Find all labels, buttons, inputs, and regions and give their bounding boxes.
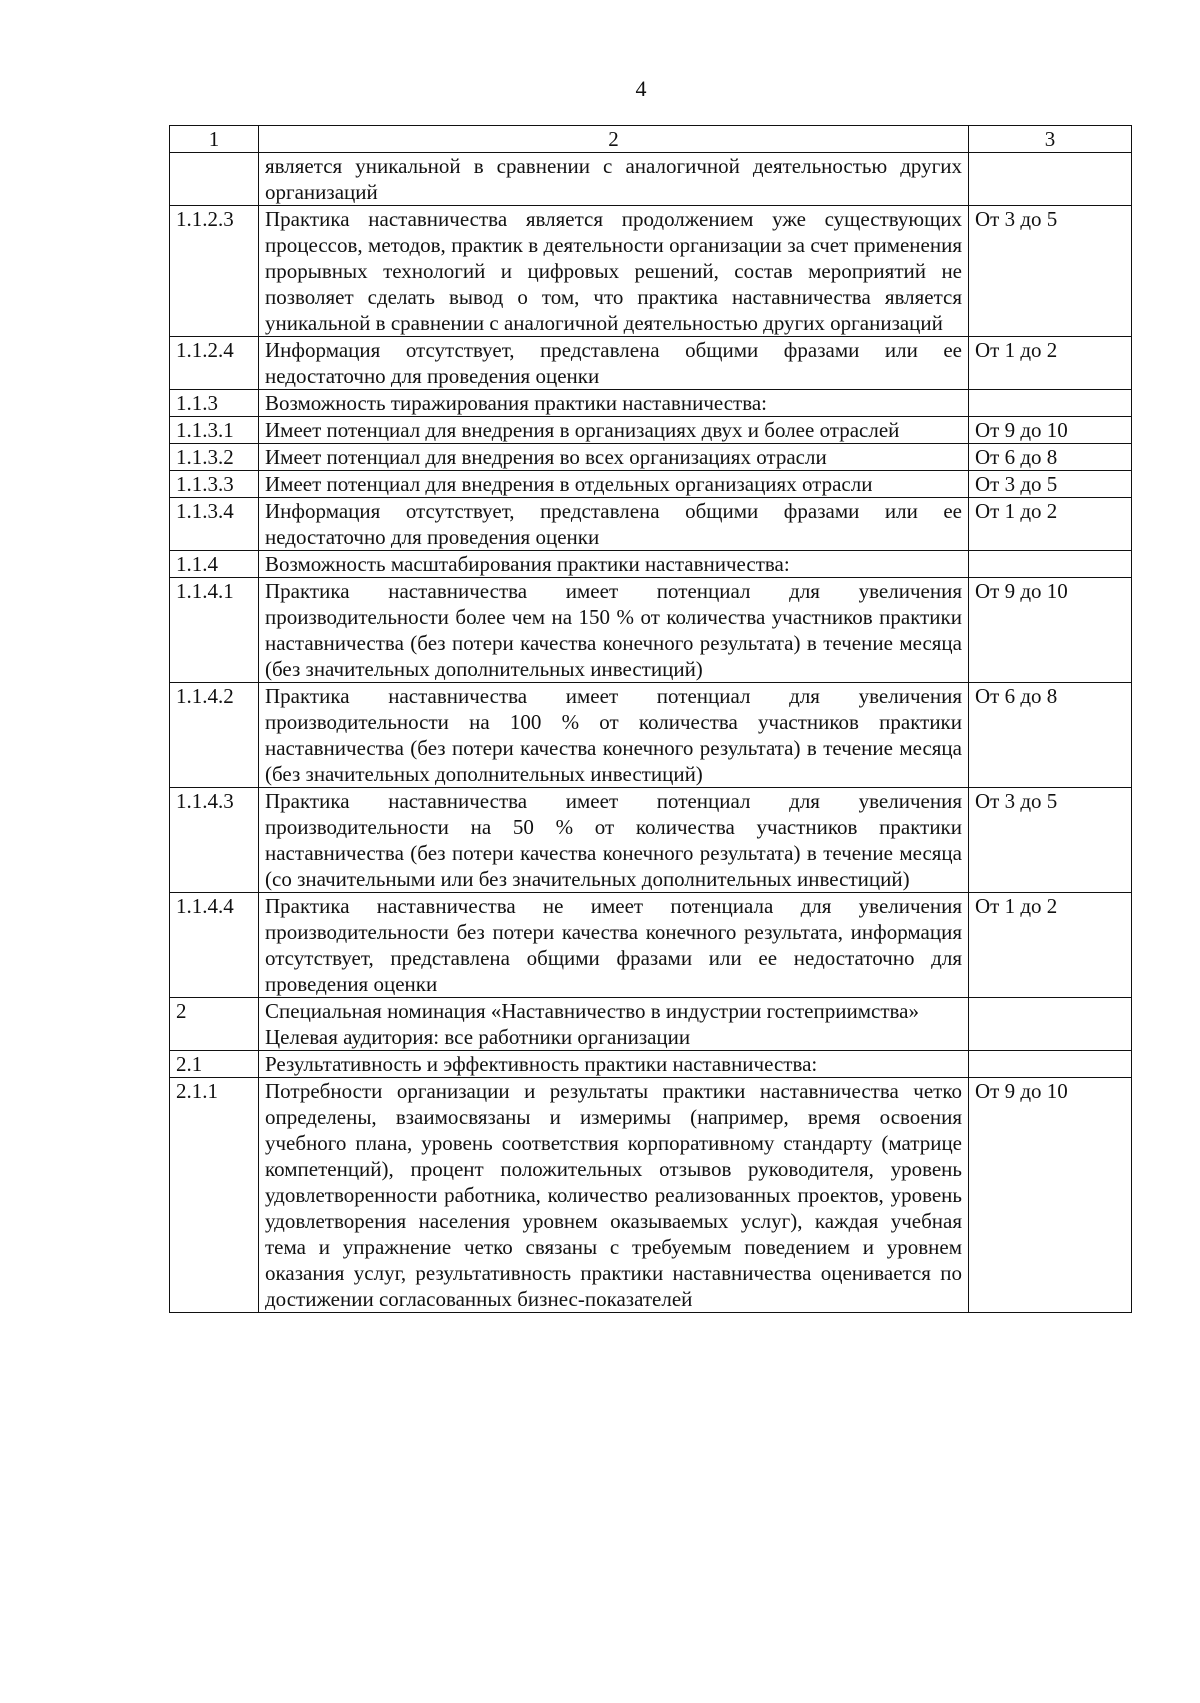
- row-number: [170, 153, 259, 206]
- table-row: [170, 444, 1132, 471]
- row-score: От 9 до 10: [969, 578, 1132, 683]
- row-text-block: [259, 998, 969, 1051]
- header-col-1: 1: [170, 126, 259, 153]
- row-text: Потребности организации и результаты практики наставничества четко определены, взаимосвязаны и измеримы (например, время освоения учебного плана, уровень соответствия корпоративному стандарту (матрице компетенций), процент положительных отзывов руководителя, уровень удовлетворенности работника, количество реализованных проектов, уровень удовлетворения населения уровнем оказываемых услуг), каждая учебная тема и упражнение четко связаны с требуемым поведением и уровнем оказания услуг, результативность практики наставничества оценивается по достижении согласованных бизнес-показателей: [259, 1078, 969, 1313]
- row-number: 1.1.4.3: [170, 788, 259, 893]
- row-text: Специальная номинация «Наставничество в индустрии гостеприимства»: [265, 999, 919, 1023]
- row-score: От 1 до 2: [969, 337, 1132, 390]
- row-text: Результативность и эффективность практики наставничества:: [259, 1051, 969, 1078]
- criteria-table: [169, 125, 1132, 1313]
- table-row: [170, 417, 1132, 444]
- row-score: От 3 до 5: [969, 206, 1132, 337]
- row-text: Практика наставничества имеет потенциал для увеличения производительности на 50 % от количества участников практики наставничества (без потери качества конечного результата) в течение месяца (со значительными или без значительных дополнительных инвестиций): [259, 788, 969, 893]
- row-number: 1.1.4: [170, 551, 259, 578]
- row-number: 2: [170, 998, 259, 1051]
- row-number: 2.1.1: [170, 1078, 259, 1313]
- row-score: [969, 1051, 1132, 1078]
- row-score: От 1 до 2: [969, 498, 1132, 551]
- row-text: Возможность тиражирования практики наставничества:: [259, 390, 969, 417]
- row-text: Информация отсутствует, представлена общими фразами или ее недостаточно для проведения оценки: [259, 337, 969, 390]
- row-number: 1.1.3.2: [170, 444, 259, 471]
- table-row: [170, 893, 1132, 998]
- row-text: Практика наставничества имеет потенциал для увеличения производительности более чем на 150 % от количества участников практики наставничества (без потери качества конечного результата) в течение месяца (без значительных дополнительных инвестиций): [259, 578, 969, 683]
- table-row: [170, 998, 1132, 1051]
- row-number: 1.1.4.2: [170, 683, 259, 788]
- row-text: Имеет потенциал для внедрения в организациях двух и более отраслей: [259, 417, 969, 444]
- header-col-2: 2: [259, 126, 969, 153]
- row-score: От 1 до 2: [969, 893, 1132, 998]
- row-number: 1.1.3.1: [170, 417, 259, 444]
- row-score: От 6 до 8: [969, 444, 1132, 471]
- row-number: 1.1.4.4: [170, 893, 259, 998]
- row-number: 1.1.3.4: [170, 498, 259, 551]
- row-number: 1.1.2.3: [170, 206, 259, 337]
- row-text: Практика наставничества является продолжением уже существующих процессов, методов, практик в деятельности организации за счет применения прорывных технологий и цифровых решений, состав мероприятий не позволяет сделать вывод о том, что практика наставничества является уникальной в сравнении с аналогичной деятельностью других организаций: [259, 206, 969, 337]
- table-row: [170, 1078, 1132, 1313]
- table-row: [170, 498, 1132, 551]
- table-row: [170, 788, 1132, 893]
- page-number: 4: [635, 76, 647, 101]
- row-text: Практика наставничества не имеет потенциала для увеличения производительности без потери качества конечного результата, информация отсутствует, представлена общими фразами или ее недостаточно для проведения оценки: [259, 893, 969, 998]
- table-row: [170, 578, 1132, 683]
- row-text: Имеет потенциал для внедрения во всех организациях отрасли: [259, 444, 969, 471]
- row-text: Информация отсутствует, представлена общими фразами или ее недостаточно для проведения оценки: [259, 498, 969, 551]
- table-row: [170, 390, 1132, 417]
- row-text: Имеет потенциал для внедрения в отдельных организациях отрасли: [259, 471, 969, 498]
- table-row: [170, 153, 1132, 206]
- table-row: [170, 683, 1132, 788]
- row-number: 1.1.3: [170, 390, 259, 417]
- row-text: Возможность масштабирования практики наставничества:: [259, 551, 969, 578]
- row-score: От 6 до 8: [969, 683, 1132, 788]
- table-row: [170, 551, 1132, 578]
- row-score: [969, 390, 1132, 417]
- row-score: От 3 до 5: [969, 471, 1132, 498]
- table-row: [170, 337, 1132, 390]
- row-score: От 3 до 5: [969, 788, 1132, 893]
- row-score: От 9 до 10: [969, 417, 1132, 444]
- row-number: 1.1.3.3: [170, 471, 259, 498]
- table-header-row: [170, 126, 1132, 153]
- header-col-3: 3: [969, 126, 1132, 153]
- table-row: [170, 1051, 1132, 1078]
- row-score: [969, 998, 1132, 1051]
- table-row: [170, 206, 1132, 337]
- table-row: [170, 471, 1132, 498]
- row-number: 1.1.2.4: [170, 337, 259, 390]
- row-text-audience: Целевая аудитория: все работники организации: [265, 1025, 691, 1049]
- row-score: От 9 до 10: [969, 1078, 1132, 1313]
- row-number: 1.1.4.1: [170, 578, 259, 683]
- row-score: [969, 153, 1132, 206]
- row-score: [969, 551, 1132, 578]
- row-number: 2.1: [170, 1051, 259, 1078]
- row-text: Практика наставничества имеет потенциал для увеличения производительности на 100 % от количества участников практики наставничества (без потери качества конечного результата) в течение месяца (без значительных дополнительных инвестиций): [259, 683, 969, 788]
- row-text: является уникальной в сравнении с аналогичной деятельностью других организаций: [259, 153, 969, 206]
